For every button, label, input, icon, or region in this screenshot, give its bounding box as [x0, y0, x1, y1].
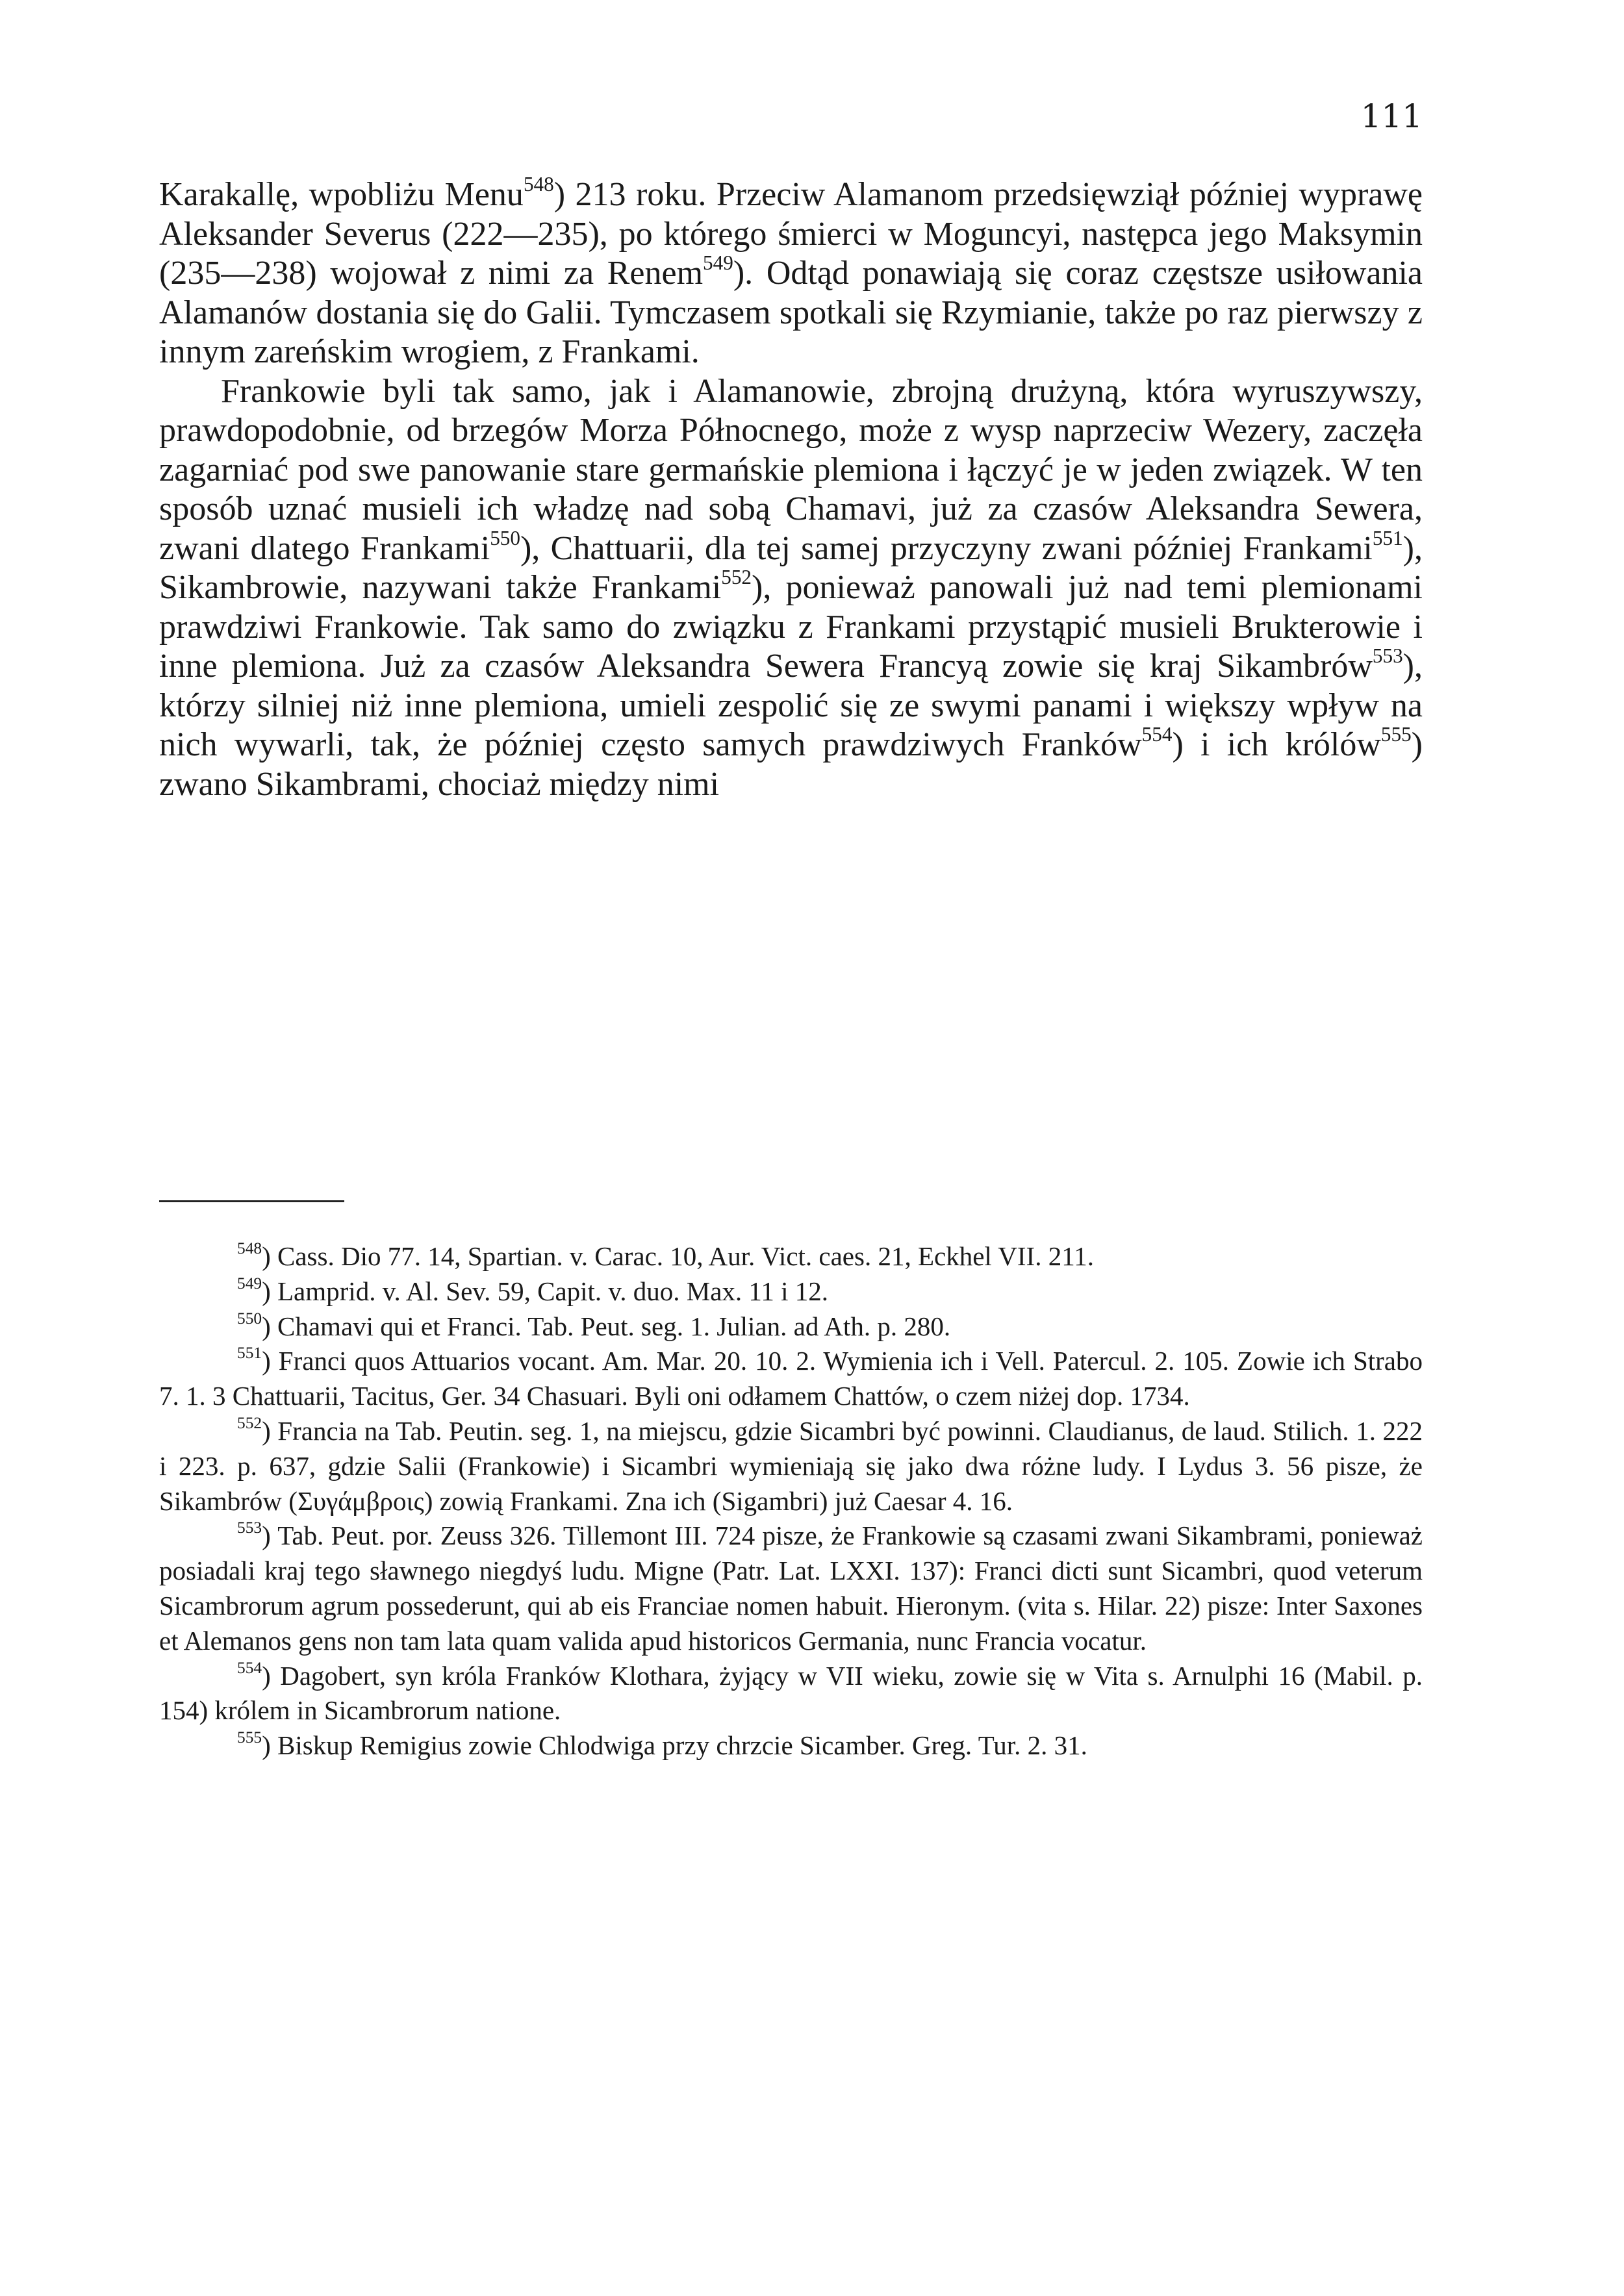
footnote-number: 554 [237, 1658, 262, 1677]
footnotes [159, 1239, 1423, 1763]
footnote-reference: 553 [1372, 644, 1403, 668]
text-segment: ) i ich królów [1172, 726, 1381, 763]
footnote-marker: $^{549}$) [237, 1274, 278, 1306]
footnote-text: Chamavi qui et Franci. Tab. Peut. seg. 1. Julian. ad Ath. p. 280. [277, 1311, 951, 1341]
paragraph-2 [159, 372, 1423, 805]
footnote-text: Cass. Dio 77. 14, Spartian. v. Carac. 10, Aur. Vict. caes. 21, Eckhel VII. 211. [277, 1241, 1094, 1271]
footnote-reference: 552 [721, 566, 752, 589]
footnote [159, 1239, 1423, 1274]
main-text [159, 175, 1423, 804]
text-segment: Frankowie byli tak samo, jak i Alamanowie, zbrojną drużyną, która wyruszywszy, prawdopodobnie, od brzegów Morza Północnego, może z wysp naprzeciw Wezery, zaczęła zagarniać pod swe panowanie stare germańskie plemiona i łączyć je w jeden związek. W ten sposób uznać musieli ich władzę nad sobą Chamavi, już za czasów Aleksandra Sewera, zwani dlatego Frankami [159, 372, 1423, 567]
footnote-reference: 550 [490, 526, 520, 549]
footnote-marker: $^{553}$) [237, 1519, 278, 1551]
footnote-separator [159, 1200, 344, 1202]
footnote-marker: $^{555}$) [237, 1728, 278, 1761]
footnote-marker: $^{551}$) [237, 1344, 279, 1376]
text-segment: ), Sikambrowie, nazywani także Frankami [159, 529, 1423, 606]
footnote-number: 549 [237, 1274, 262, 1293]
footnote-marker: $^{554}$) [237, 1658, 281, 1691]
footnote-number: 550 [237, 1309, 262, 1328]
footnote [159, 1274, 1423, 1309]
footnote-number: 548 [237, 1239, 262, 1258]
footnote-marker: $^{552}$) [237, 1414, 278, 1446]
text-segment: ), ponieważ panowali już nad temi plemionami prawdziwi Frankowie. Tak samo do związku z Frankami przystąpić musieli Brukterowie i inne plemiona. Już za czasów Aleksandra Sewera Francyą zowie się kraj Sikambrów [159, 569, 1423, 685]
footnote [159, 1728, 1423, 1763]
footnote [159, 1309, 1423, 1344]
footnote-text: Biskup Remigius zowie Chlodwiga przy chrzcie Sicamber. Greg. Tur. 2. 31. [277, 1730, 1087, 1761]
footnote-text: Tab. Peut. por. Zeuss 326. Tillemont III. 724 pisze, że Frankowie są czasami zwani Sikambrami, ponieważ posiadali kraj tego sławnego niegdyś ludu. Migne (Patr. Lat. LXXI. 137): Franci dicti sunt Sicambri, quod veterum Sicambrorum agrum possederunt, qui ab eis Franciae nomen habuit. Hieronym. (vita s. Hilar. 22) pisze: Inter Saxones et Alemanos gens non tam lata quam valida apud historicos Germania, nunc Francia vocatur. [159, 1520, 1423, 1656]
page-number: 111 [1360, 97, 1423, 135]
footnote-text: Francia na Tab. Peutin. seg. 1, na miejscu, gdzie Sicambri być powinni. Claudianus, de laud. Stilich. 1. 222 i 223. p. 637, gdzie Salii (Frankowie) i Sicambri wymieniają się jako dwa różne ludy. I Lydus 3. 56 pisze, że Sikambrów (Συγάμβροις) zowią Frankami. Zna ich (Sigambri) już Caesar 4. 16. [159, 1415, 1423, 1516]
footnote-marker: $^{548}$) [237, 1239, 278, 1271]
text-segment: ). Odtąd ponawiają się coraz częstsze usiłowania Alamanów dostania się do Galii. Tymczasem spotkali się Rzymianie, także po raz pierwszy z innym zareńskim wrogiem, z Frankami. [159, 255, 1423, 370]
footnote [159, 1659, 1423, 1729]
footnote [159, 1344, 1423, 1414]
footnote-number: 553 [237, 1519, 262, 1537]
text-segment: ) 213 roku. Przeciw Alamanom przedsięwziął później wyprawę Aleksander Severus (222—235), po którego śmierci w Moguncyi, następca jego Maksymin (235—238) wojował z nimi za Renem [159, 176, 1423, 292]
footnote-number: 555 [237, 1728, 262, 1747]
text-segment: ), Chattuarii, dla tej samej przyczyny zwani później Frankami [520, 529, 1373, 567]
text-segment: Karakallę, wpobliżu Menu [159, 176, 524, 213]
text-segment: ), którzy silniej niż inne plemiona, umieli zespolić się ze swymi panami i większy wpływ na nich wywarli, tak, że później często samych prawdziwych Franków [159, 648, 1423, 763]
footnote [159, 1519, 1423, 1658]
footnote-text: Franci quos Attuarios vocant. Am. Mar. 20. 10. 2. Wymienia ich i Vell. Patercul. 2. 105. Zowie ich Strabo 7. 1. 3 Chattuarii, Tacitus, Ger. 34 Chasuari. Byli oni odłamem Chattów, o czem niżej dop. 1734. [159, 1346, 1423, 1411]
footnote-text: Dagobert, syn króla Franków Klothara, żyjący w VII wieku, zowie się w Vita s. Arnulphi 16 (Mabil. p. 154) królem in Sicambrorum natione. [159, 1660, 1423, 1726]
footnote-reference: 548 [523, 173, 554, 196]
footnote-reference: 555 [1380, 723, 1412, 746]
paragraph-1 [159, 175, 1423, 372]
footnote-text: Lamprid. v. Al. Sev. 59, Capit. v. duo. Max. 11 i 12. [277, 1276, 829, 1306]
footnote-reference: 551 [1372, 526, 1403, 549]
footnote-reference: 554 [1141, 723, 1173, 746]
footnote-number: 552 [237, 1414, 262, 1433]
footnote-number: 551 [237, 1344, 262, 1363]
text-segment: ) zwano Sikambrami, chociaż między nimi [159, 726, 1423, 803]
footnote-reference: 549 [703, 251, 733, 275]
footnote-marker: $^{550}$) [237, 1309, 278, 1341]
footnote [159, 1414, 1423, 1519]
